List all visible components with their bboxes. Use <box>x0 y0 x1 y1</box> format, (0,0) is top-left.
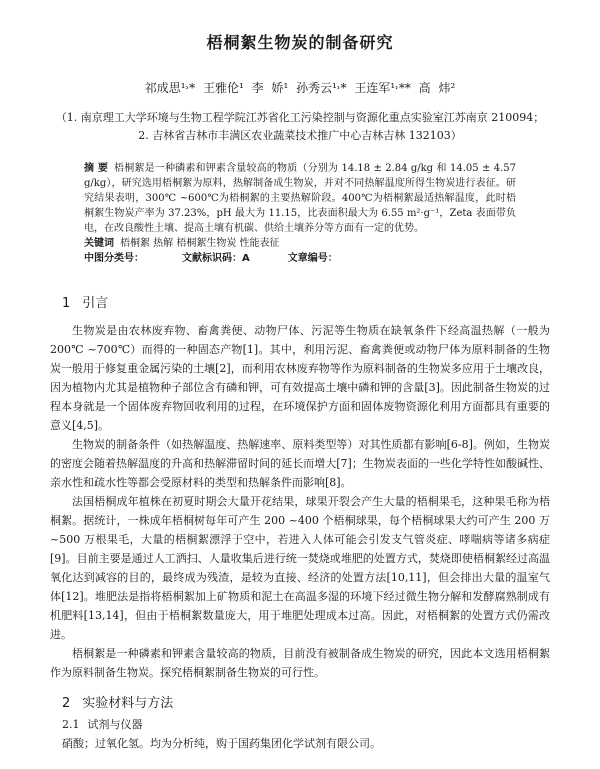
section-2-number: 2 <box>62 696 71 711</box>
classification-line <box>84 251 516 266</box>
section-1-title: 引言 <box>82 296 109 311</box>
doc-code: 文献标识码：A <box>182 253 250 264</box>
intro-paragraph-3: 法国梧桐成年植株在初夏时期会大量开花结果，球果开裂会产生大量的梧桐果毛，这种果毛称为梧桐絮。据统计，一株成年梧桐树每年可产生 200 ~400 个梧桐球果，每个梧桐球果大约可产生 200 万 ~500 万根果毛，大量的梧桐絮漂浮于空中，若进入人体可能会引发支气管炎症、哮喘病等诸多病症[9]。目前主要是通过人工洒扫、人量收集后进行统一焚烧或堆肥的处置方式，焚烧即使梧桐絮经过高温氧化达到减容的目的，最终成为残渣，是较为直接、经济的处置方法[10,11]，但会排出大量的温室气体[12]。堆肥法是指将梧桐絮加上矿物质和泥土在高温多湿的环境下经过微生物分解和发酵腐熟制成有机肥料[13,14]，但由于梧桐絮数量庞大，用于堆肥处理成本过高。因此，对梧桐絮的处置方式仍需改进。 <box>50 495 550 641</box>
intro-paragraph-4: 梧桐絮是一种磷素和钾素含量较高的物质，目前没有被制备成生物炭的研究，因此本文选用梧桐絮作为原料制备生物炭。探究梧桐絮制备生物炭的可行性。 <box>50 647 550 679</box>
abstract-text: 梧桐絮是一种磷素和钾素含量较高的物质（分别为 14.18 ± 2.84 g/kg 和 14.05 ± 4.57 g/kg），研究选用梧桐絮为原料，热解制备成生物炭，并对不同热解温度所得生物炭进行表征。研究结果表明，300℃ ~600℃为梧桐絮的主要热解阶段。400℃为梧桐絮最适热解温度，此时梧桐絮生物炭产率为 37.23%，pH 最大为 11.15，比表面积最大为 6.55 m²·g⁻¹，Zeta 表面带负电，在改良酸性土壤、提高土壤有机碳、供给土壤养分等方面有一定的优势。 <box>84 163 516 234</box>
author-list: 祁成思¹˒* 王雅伦¹ 李 娇¹ 孙秀云¹˒* 王连军¹˒** 高 炜² <box>144 81 456 95</box>
section-2-title: 实验材料与方法 <box>82 696 174 711</box>
subsection-number: 2.1 <box>62 718 80 731</box>
section-1-number: 1 <box>62 296 71 311</box>
subsection-2-1-text: 硝酸；过氧化氢。均为分析纯，购于国药集团化学试剂有限公司。 <box>62 737 381 750</box>
section-1-heading <box>62 292 550 311</box>
keywords-text: 梧桐絮 热解 梧桐絮生物炭 性能表征 <box>120 238 280 249</box>
keywords <box>84 236 516 251</box>
intro-paragraph-2: 生物炭的制备条件（如热解温度、热解速率、原料类型等）对其性质都有影响[6-8]。例如，生物炭的密度会随着热解温度的升高和热解滞留时间的延长而增大[7]；生物炭表面的一些化学特性如酸碱性、亲水性和疏水性等都会受原材料的类型和热解条件而影响[8]。 <box>50 438 550 489</box>
article-number: 文章编号： <box>287 253 338 264</box>
abstract <box>84 161 516 236</box>
abstract-label: 摘 要 <box>84 163 109 174</box>
affiliation-1: （1. 南京理工大学环境与生物工程学院江苏省化工污染控制与资源化重点实验室江苏南京 210094； <box>55 111 545 124</box>
affiliations <box>50 109 550 145</box>
subsection-title: 试剂与仪器 <box>87 718 143 731</box>
intro-paragraph-1: 生物炭是由农林废弃物、畜禽粪便、动物尸体、污泥等生物质在缺氧条件下经高温热解（一般为 200℃ ~700℃）而得的一种固态产物[1]。其中，利用污泥、畜禽粪便或动物尸体为原料制备的生物炭一般用于修复重金属污染的土壤[2]，而利用农林废弃物等作为原料制备的生物炭多应用于土壤改良，因为植物内尤其是植物种子部位含有磷和钾，可有效提高土壤中磷和钾的含量[3]。因此制备生物炭的过程本身就是一个固体废弃物回收利用的过程，在环境保护方面和固体废物资源化利用方面都具有重要的意义[4,5]。 <box>50 324 550 432</box>
affiliation-2: 2. 吉林省吉林市丰满区农业蔬菜技术推广中心吉林吉林 132103） <box>138 129 462 142</box>
clc-label: 中图分类号： <box>84 253 144 264</box>
subsection-2-1-heading <box>62 715 550 734</box>
paper-title: 梧桐絮生物炭的制备研究 <box>206 33 394 52</box>
keywords-label: 关键词 <box>84 238 114 249</box>
section-2-heading <box>62 692 550 711</box>
